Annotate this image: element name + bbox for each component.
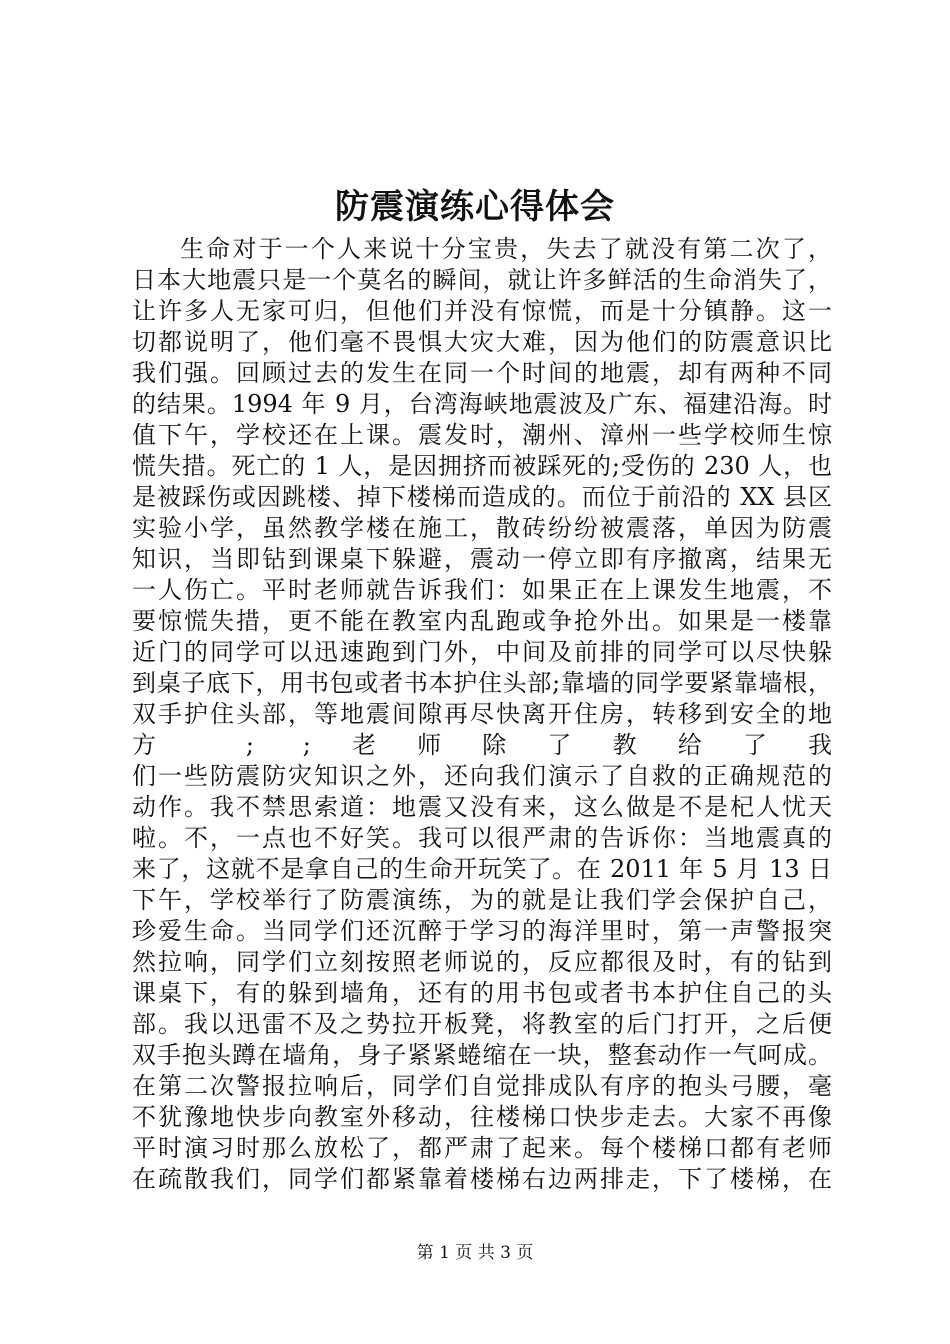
text-line: 动作。我不禁思索道：地震又没有来，这么做是不是杞人忧天	[132, 793, 832, 821]
text-line: 是被踩伤或因跳楼、掉下楼梯而造成的。而位于前沿的 XX 县区	[132, 483, 832, 511]
text-line: 切都说明了，他们毫不畏惧大灾大难，因为他们的防震意识比	[132, 328, 832, 356]
text-line: 让许多人无家可归，但他们并没有惊慌，而是十分镇静。这一	[132, 297, 832, 325]
text-line: 的结果。1994 年 9 月，台湾海峡地震波及广东、福建沿海。时	[132, 390, 832, 418]
document-title: 防震演练心得体会	[335, 187, 615, 227]
text-line: 部。我以迅雷不及之势拉开板凳，将教室的后门打开，之后便	[132, 1010, 832, 1038]
text-line: 一人伤亡。平时老师就告诉我们：如果正在上课发生地震，不	[132, 576, 832, 604]
text-line: 们一些防震防灾知识之外，还向我们演示了自救的正确规范的	[132, 762, 832, 790]
text-line: 到桌子底下，用书包或者书本护住头部;靠墙的同学要紧靠墙根，	[132, 669, 832, 697]
text-line: 值下午，学校还在上课。震发时，潮州、漳州一些学校师生惊	[132, 421, 832, 449]
text-line: 我们强。回顾过去的发生在同一个时间的地震，却有两种不同	[132, 359, 832, 387]
text-line: 不犹豫地快步向教室外移动，往楼梯口快步走去。大家不再像	[132, 1103, 832, 1131]
text-line: 在疏散我们，同学们都紧靠着楼梯右边两排走，下了楼梯，在	[132, 1165, 832, 1193]
text-line: 珍爱生命。当同学们还沉醉于学习的海洋里时，第一声警报突	[132, 917, 832, 945]
text-line: 知识，当即钻到课桌下躲避，震动一停立即有序撤离，结果无	[132, 545, 832, 573]
text-line: 慌失措。死亡的 1 人，是因拥挤而被踩死的;受伤的 230 人，也	[132, 452, 832, 480]
text-line: 要惊慌失措，更不能在教室内乱跑或争抢外出。如果是一楼靠	[132, 607, 832, 635]
text-line: 来了，这就不是拿自己的生命开玩笑了。在 2011 年 5 月 13 日	[132, 855, 832, 883]
text-line: 实验小学，虽然教学楼在施工，散砖纷纷被震落，单因为防震	[132, 514, 832, 542]
text-line: 生命对于一个人来说十分宝贵，失去了就没有第二次了，	[180, 235, 832, 263]
text-line: 双手抱头蹲在墙角，身子紧紧蜷缩在一块，整套动作一气呵成。	[132, 1041, 832, 1069]
text-line: 双手护住头部，等地震间隙再尽快离开住房，转移到安全的地	[132, 700, 832, 728]
text-line: 平时演习时那么放松了，都严肃了起来。每个楼梯口都有老师	[132, 1134, 832, 1162]
text-line: 方 ; ;老师除了教给了我	[132, 731, 832, 759]
text-line: 课桌下，有的躲到墙角，还有的用书包或者书本护住自己的头	[132, 979, 832, 1007]
text-line: 在第二次警报拉响后，同学们自觉排成队有序的抱头弓腰，毫	[132, 1072, 832, 1100]
body-paragraph	[132, 234, 832, 1195]
page-number-footer: 第 1 页 共 3 页	[416, 1243, 534, 1263]
text-line: 下午，学校举行了防震演练，为的就是让我们学会保护自己，	[132, 886, 832, 914]
text-line: 然拉响，同学们立刻按照老师说的，反应都很及时，有的钻到	[132, 948, 832, 976]
text-line: 近门的同学可以迅速跑到门外，中间及前排的同学可以尽快躲	[132, 638, 832, 666]
text-line: 日本大地震只是一个莫名的瞬间，就让许多鲜活的生命消失了，	[132, 266, 832, 294]
text-line: 啦。不，一点也不好笑。我可以很严肃的告诉你：当地震真的	[132, 824, 832, 852]
